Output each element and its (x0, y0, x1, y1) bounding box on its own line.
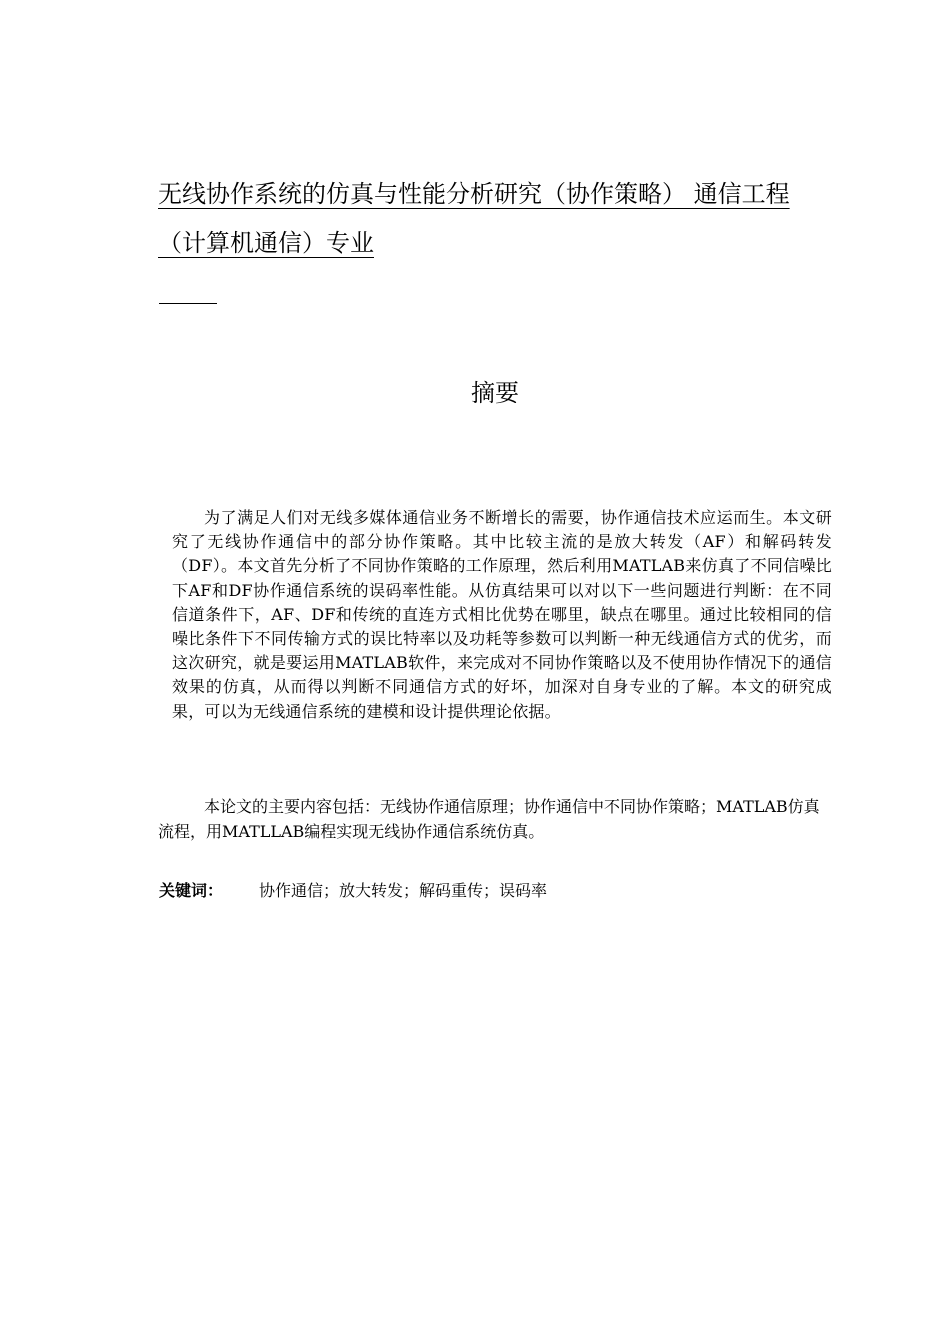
thesis-title-line-1: 无线协作系统的仿真与性能分析研究（协作策略） 通信工程 (158, 180, 790, 208)
keywords-values: 协作通信；放大转发；解码重传；误码率 (259, 881, 548, 900)
abstract-heading: 摘要 (471, 379, 519, 407)
keywords-label: 关键词： (159, 881, 224, 900)
thesis-title-line-2: （计算机通信）专业 (158, 229, 374, 257)
abstract-paragraph-2: 本论文的主要内容包括：无线协作通信原理；协作通信中不同协作策略；MATLAB仿真流程，用MATLLAB编程实现无线协作通信系统仿真。 (158, 797, 820, 841)
title-underline-rule (159, 303, 217, 304)
keywords-line (159, 879, 547, 904)
abstract-paragraph-1: 为了满足人们对无线多媒体通信业务不断增长的需要，协作通信技术应运而生。本文研究了无线协作通信中的部分协作策略。其中比较主流的是放大转发（AF）和解码转发（DF）。本文首先分析了不同协作策略的工作原理，然后利用MATLAB来仿真了不同信噪比下AF和DF协作通信系统的误码率性能。从仿真结果可以对以下一些问题进行判断：在不同信道条件下，AF、DF和传统的直连方式相比优势在哪里，缺点在哪里。通过比较相同的信噪比条件下不同传输方式的误比特率以及功耗等参数可以判断一种无线通信方式的优劣，而这次研究，就是要运用MATLAB软件，来完成对不同协作策略以及不使用协作情况下的通信效果的仿真，从而得以判断不同通信方式的好坏，加深对自身专业的了解。本文的研究成果，可以为无线通信系统的建模和设计提供理论依据。 (172, 508, 832, 721)
